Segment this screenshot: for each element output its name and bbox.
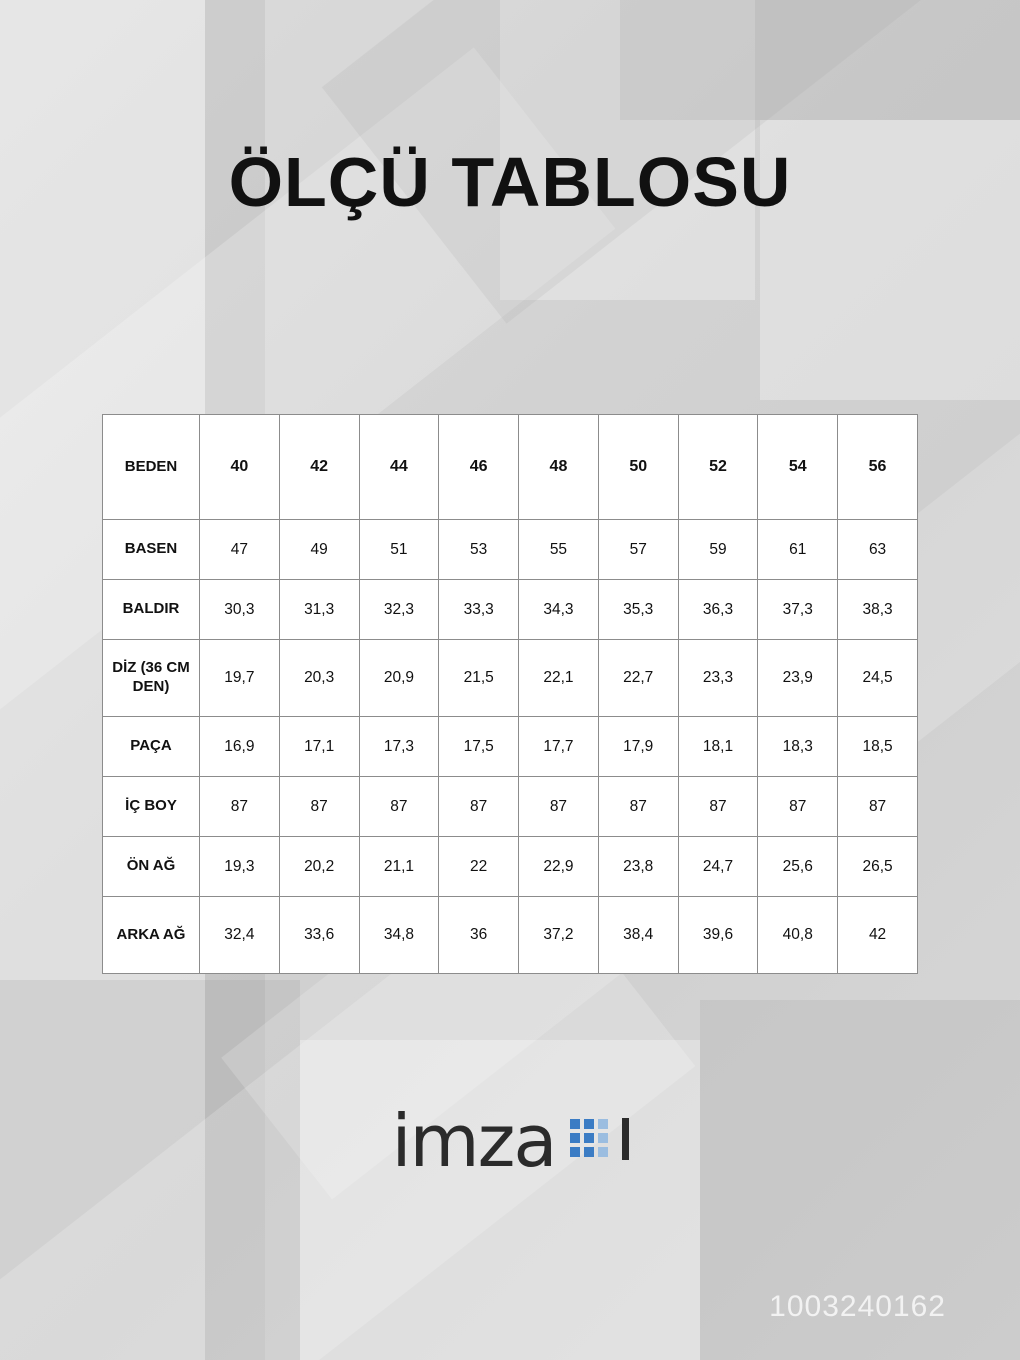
table-cell: 87: [598, 777, 678, 837]
table-cell: 19,3: [200, 837, 280, 897]
table-cell: 87: [279, 777, 359, 837]
size-chart-table: [102, 414, 918, 974]
logo-dots-icon: [570, 1119, 608, 1157]
row-label: ARKA AĞ: [103, 897, 200, 974]
table-cell: 22,9: [519, 837, 599, 897]
table-cell: 87: [359, 777, 439, 837]
table-cell: 21,1: [359, 837, 439, 897]
table-cell: 22: [439, 837, 519, 897]
row-label: ÖN AĞ: [103, 837, 200, 897]
row-label: BASEN: [103, 520, 200, 580]
table-cell: 26,5: [838, 837, 918, 897]
table-cell: 17,5: [439, 717, 519, 777]
table-cell: 20,2: [279, 837, 359, 897]
table-cell: 38,3: [838, 580, 918, 640]
table-cell: 24,7: [678, 837, 758, 897]
table-header-size: 56: [838, 415, 918, 520]
table-cell: 31,3: [279, 580, 359, 640]
table-cell: 40,8: [758, 897, 838, 974]
table-cell: 87: [678, 777, 758, 837]
table-cell: 24,5: [838, 640, 918, 717]
table-cell: 38,4: [598, 897, 678, 974]
table-header-size: 54: [758, 415, 838, 520]
row-label: PAÇA: [103, 717, 200, 777]
table-cell: 87: [519, 777, 599, 837]
table-cell: 35,3: [598, 580, 678, 640]
product-code: 1003240162: [769, 1290, 946, 1323]
table-cell: 16,9: [200, 717, 280, 777]
table-row: [103, 897, 918, 974]
table-cell: 20,3: [279, 640, 359, 717]
table-row: [103, 837, 918, 897]
table-cell: 22,7: [598, 640, 678, 717]
table-cell: 32,3: [359, 580, 439, 640]
table-cell: 34,3: [519, 580, 599, 640]
table-cell: 87: [758, 777, 838, 837]
table-cell: 23,8: [598, 837, 678, 897]
table-cell: 30,3: [200, 580, 280, 640]
table-cell: 87: [200, 777, 280, 837]
table-header-size: 46: [439, 415, 519, 520]
table-cell: 36,3: [678, 580, 758, 640]
table-row: [103, 777, 918, 837]
table-cell: 55: [519, 520, 599, 580]
table-cell: 39,6: [678, 897, 758, 974]
table-cell: 17,1: [279, 717, 359, 777]
table-cell: 18,1: [678, 717, 758, 777]
table-cell: 57: [598, 520, 678, 580]
table-cell: 87: [838, 777, 918, 837]
table-header-size: 42: [279, 415, 359, 520]
table-cell: 20,9: [359, 640, 439, 717]
table-cell: 36: [439, 897, 519, 974]
table-cell: 23,3: [678, 640, 758, 717]
table-row: [103, 717, 918, 777]
page-title: ÖLÇÜ TABLOSU: [228, 143, 792, 221]
table-cell: 22,1: [519, 640, 599, 717]
row-label: DİZ (36 CM DEN): [103, 640, 200, 717]
table-cell: 32,4: [200, 897, 280, 974]
table-header-beden: BEDEN: [103, 415, 200, 520]
table-cell: 25,6: [758, 837, 838, 897]
table-header-row: [103, 415, 918, 520]
table-cell: 18,5: [838, 717, 918, 777]
table-header-size: 48: [519, 415, 599, 520]
table-cell: 51: [359, 520, 439, 580]
logo-bar-icon: [622, 1118, 629, 1160]
table-cell: 17,7: [519, 717, 599, 777]
table-cell: 34,8: [359, 897, 439, 974]
table-cell: 53: [439, 520, 519, 580]
table-cell: 33,6: [279, 897, 359, 974]
table-header-size: 50: [598, 415, 678, 520]
table-cell: 37,3: [758, 580, 838, 640]
table-cell: 19,7: [200, 640, 280, 717]
table-header-size: 40: [200, 415, 280, 520]
table-cell: 18,3: [758, 717, 838, 777]
table-header-size: 44: [359, 415, 439, 520]
table-row: [103, 580, 918, 640]
table-row: [103, 640, 918, 717]
row-label: İÇ BOY: [103, 777, 200, 837]
table-cell: 21,5: [439, 640, 519, 717]
table-row: [103, 520, 918, 580]
table-cell: 17,3: [359, 717, 439, 777]
table-cell: 17,9: [598, 717, 678, 777]
table-cell: 49: [279, 520, 359, 580]
table-cell: 59: [678, 520, 758, 580]
table-cell: 23,9: [758, 640, 838, 717]
table-cell: 42: [838, 897, 918, 974]
table-cell: 63: [838, 520, 918, 580]
table-cell: 33,3: [439, 580, 519, 640]
table-header-size: 52: [678, 415, 758, 520]
table-cell: 61: [758, 520, 838, 580]
brand-logo: [0, 1099, 1020, 1183]
row-label: BALDIR: [103, 580, 200, 640]
brand-logo-text: imza: [391, 1099, 556, 1183]
table-cell: 37,2: [519, 897, 599, 974]
table-cell: 87: [439, 777, 519, 837]
table-cell: 47: [200, 520, 280, 580]
